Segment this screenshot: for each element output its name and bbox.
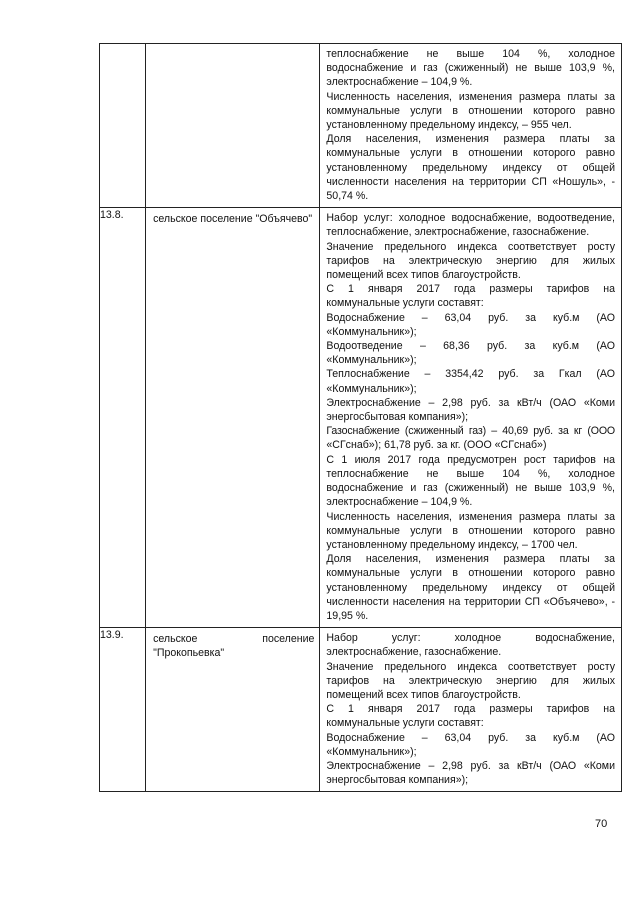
table-row <box>100 44 622 208</box>
settlement-name-cell <box>146 208 320 628</box>
row-number <box>100 44 146 208</box>
description-line: численности населения на территории СП «Объячево», - <box>326 595 615 608</box>
description-line: «Коммунальник»); <box>326 325 417 338</box>
description-line: Водоснабжение – 63,04 руб. за куб.м (АО <box>326 311 615 324</box>
description-line: электроснабжение, газоснабжение. <box>326 646 502 659</box>
description-line: «Коммунальник»); <box>326 382 417 395</box>
description-line: «СГснаб»); 61,78 руб. за кг. (ООО «СГснаб») <box>326 439 547 452</box>
description-line: водоснабжение и газ (сжиженный) не выше 103,9 %, <box>326 62 615 75</box>
description-line: помещений всех типов благоустройств. <box>326 688 521 701</box>
description-line: Численность населения, изменения размера платы за <box>326 510 615 523</box>
description-line: Водоснабжение – 63,04 руб. за куб.м (АО <box>326 731 615 744</box>
description-line: «Коммунальник»); <box>326 354 417 367</box>
description-line: водоснабжение и газ (сжиженный) не выше 103,9 %, <box>326 482 615 495</box>
description-line: коммунальные услуги составят: <box>326 297 484 310</box>
description-line: установленному предельному индексу от общей <box>326 161 615 174</box>
description-line: Доля населения, изменения размера платы за <box>326 553 615 566</box>
page-number: 70 <box>595 818 608 830</box>
description-line: электроснабжение – 104,9 %. <box>326 496 473 509</box>
description-line: тарифов на электрическую энергию для жилых <box>326 254 615 267</box>
settlement-name-cell <box>146 44 320 208</box>
description-line: Значение предельного индекса соответствует росту <box>326 240 615 253</box>
row-number: 13.9. <box>100 628 146 792</box>
tariff-table <box>99 43 622 792</box>
table-body <box>100 44 622 792</box>
description-cell <box>320 44 622 208</box>
description-line: помещений всех типов благоустройств. <box>326 269 521 282</box>
description-line: Водоотведение – 68,36 руб. за куб.м (АО <box>326 340 615 353</box>
description-line: С 1 июля 2017 года предусмотрен рост тарифов на <box>326 453 615 466</box>
table-row <box>100 208 622 628</box>
description-line: установленному предельному индексу от общей <box>326 581 615 594</box>
description-line: «Коммунальник»); <box>326 745 417 758</box>
description-line: численности населения на территории СП «Ношуль», - <box>326 175 615 188</box>
description-line: коммунальные услуги в отношении которого равно <box>326 567 615 580</box>
description-line: установленному предельному индексу, – 955 чел. <box>326 119 572 132</box>
table-row <box>100 628 622 792</box>
description-line: коммунальные услуги составят: <box>326 717 484 730</box>
settlement-name: сельское поселение <box>153 633 315 646</box>
description-line: Электроснабжение – 2,98 руб. за кВт/ч (ОАО «Коми <box>326 759 615 772</box>
description-line: теплоснабжение не выше 104 %, холодное <box>326 48 615 60</box>
description-line: тарифов на электрическую энергию для жилых <box>326 674 615 687</box>
description-line: энергосбытовая компания»); <box>326 411 469 424</box>
description-line: Набор услуг: холодное водоснабжение, водоотведение, <box>326 212 615 225</box>
description-line: Набор услуг: холодное водоснабжение, <box>326 632 615 645</box>
settlement-name: сельское поселение "Объячево" <box>153 213 313 226</box>
description-line: электроснабжение – 104,9 %. <box>326 76 473 89</box>
settlement-name: "Прокопьевка" <box>153 647 225 660</box>
description-line: коммунальные услуги в отношении которого равно <box>326 524 615 537</box>
description-line: 19,95 %. <box>326 609 369 622</box>
description-line: С 1 января 2017 года размеры тарифов на <box>326 283 615 296</box>
description-line: установленному предельному индексу, – 1700 чел. <box>326 538 578 551</box>
description-line: С 1 января 2017 года размеры тарифов на <box>326 703 615 716</box>
description-line: Газоснабжение (сжиженный газ) – 40,69 руб. за кг (ООО <box>326 425 615 438</box>
settlement-name-cell <box>146 628 320 792</box>
description-line: коммунальные услуги в отношении которого равно <box>326 147 615 160</box>
description-line: Теплоснабжение – 3354,42 руб. за Гкал (АО <box>326 368 615 381</box>
description-line: Численность населения, изменения размера платы за <box>326 90 615 103</box>
description-line: энергосбытовая компания»); <box>326 774 469 787</box>
description-line: 50,74 %. <box>326 190 369 203</box>
description-line: Доля населения, изменения размера платы за <box>326 133 615 146</box>
description-line: Электроснабжение – 2,98 руб. за кВт/ч (ОАО «Коми <box>326 396 615 409</box>
description-cell <box>320 628 622 792</box>
description-line: коммунальные услуги в отношении которого равно <box>326 104 615 117</box>
description-line: теплоснабжение не выше 104 %, холодное <box>326 467 615 480</box>
description-line: теплоснабжение, электроснабжение, газоснабжение. <box>326 226 590 239</box>
description-line: Значение предельного индекса соответствует росту <box>326 660 615 673</box>
row-number: 13.8. <box>100 208 146 628</box>
description-cell <box>320 208 622 628</box>
